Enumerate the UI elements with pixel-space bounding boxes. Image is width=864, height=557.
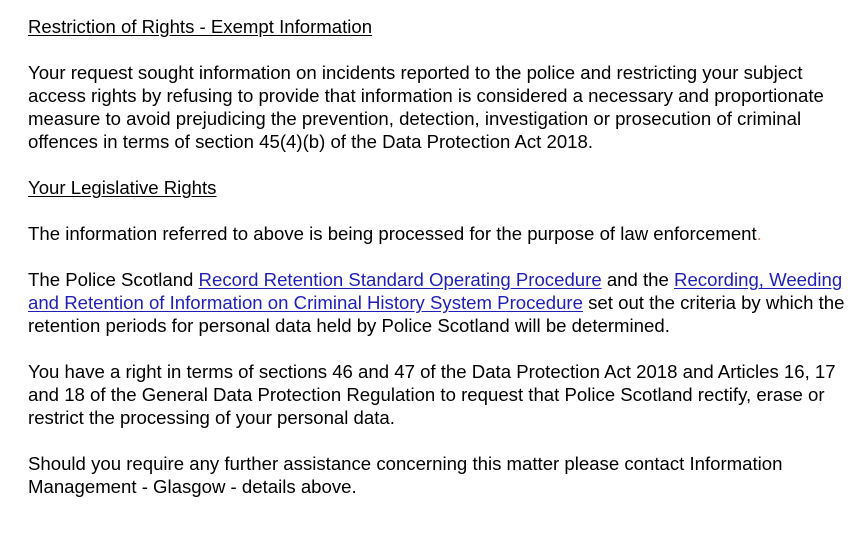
retention-paragraph	[28, 268, 848, 337]
retention-suffix: set out the criteria by which the retention periods for personal data held by Police Scotland will be determined.	[28, 292, 845, 336]
spacer	[28, 153, 848, 176]
retention-prefix: The Police Scotland	[28, 269, 199, 290]
restriction-heading: Restriction of Rights - Exempt Information	[28, 16, 373, 37]
retention-middle: and the	[601, 269, 675, 290]
contact-paragraph: Should you require any further assistance concerning this matter please contact Information Management - Glasgow - details above.	[28, 453, 783, 497]
spacer	[28, 199, 848, 222]
legislative-rights-heading: Your Legislative Rights	[28, 177, 217, 198]
law-enforcement-paragraph	[28, 222, 848, 245]
faint-period: .	[756, 223, 762, 244]
document-body	[28, 15, 848, 498]
rights-paragraph: You have a right in terms of sections 46 and 47 of the Data Protection Act 2018 and Articles 16, 17 and 18 of the General Data Protection Regulation to request that Police Scotland rectify, erase or restrict the processing of your personal data.	[28, 361, 836, 428]
spacer	[28, 38, 848, 61]
spacer	[28, 245, 848, 268]
spacer	[28, 337, 848, 360]
restriction-paragraph: Your request sought information on incidents reported to the police and restricting your subject access rights by refusing to provide that information is considered a necessary and proportionate measure to avoid prejudicing the prevention, detection, investigation or prosecution of criminal offences in terms of section 45(4)(b) of the Data Protection Act 2018.	[28, 62, 824, 152]
criminal-history-procedure-link[interactable]: Recording, Weeding and Retention of Information on Criminal History System Procedure	[28, 269, 843, 313]
law-enforcement-text: The information referred to above is being processed for the purpose of law enforcement	[28, 223, 757, 244]
spacer	[28, 429, 848, 452]
record-retention-sop-link[interactable]: Record Retention Standard Operating Procedure	[198, 269, 602, 290]
